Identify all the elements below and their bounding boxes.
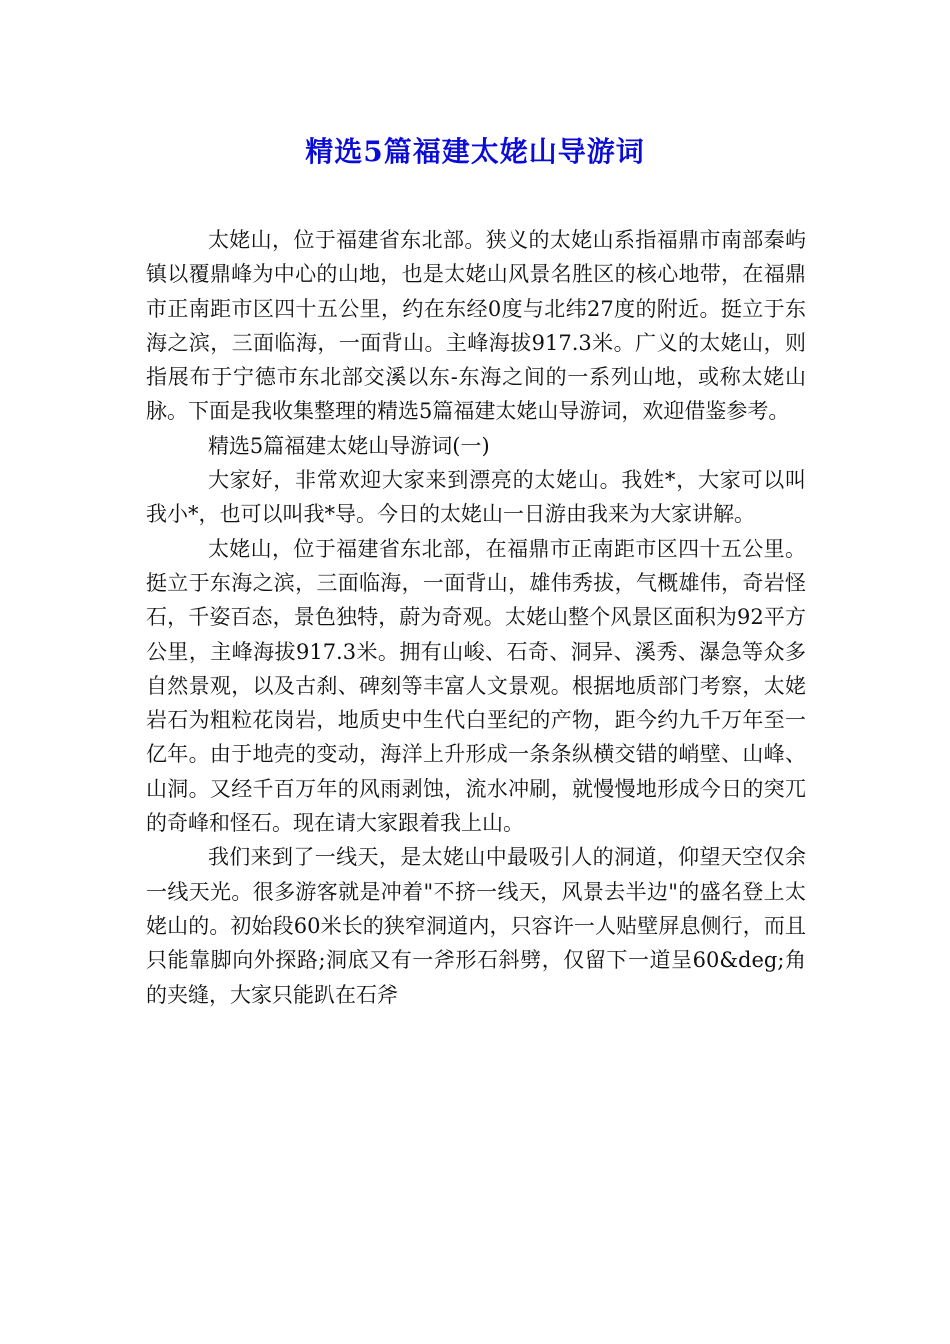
paragraph-intro: 太姥山，位于福建省东北部。狭义的太姥山系指福鼎市南部秦屿镇以覆鼎峰为中心的山地，也是太姥山风景名胜区的核心地带，在福鼎市正南距市区四十五公里，约在东经0度与北纬27度的附近。挺立于东海之滨，三面临海，一面背山。主峰海拔917.3米。广义的太姥山，则指展布于宁德市东北部交溪以东-东海之间的一系列山地，或称太姥山脉。下面是我收集整理的精选5篇福建太姥山导游词，欢迎借鉴参考。 (146, 228, 806, 424)
paragraph-section-heading: 精选5篇福建太姥山导游词(一) (207, 433, 490, 458)
paragraph-overview: 太姥山，位于福建省东北部，在福鼎市正南距市区四十五公里。挺立于东海之滨，三面临海，一面背山，雄伟秀拔，气概雄伟，奇岩怪石，千姿百态，景色独特，蔚为奇观。太姥山整个风景区面积为92平方公里，主峰海拔917.3米。拥有山峻、石奇、洞异、溪秀、瀑急等众多自然景观，以及古刹、碑刻等丰富人文景观。根据地质部门考察，太姥岩石为粗粒花岗岩，地质史中生代白垩纪的产物，距今约九千万年至一亿年。由于地壳的变动，海洋上升形成一条条纵横交错的峭壁、山峰、山洞。又经千百万年的风雨剥蚀，流水冲刷，就慢慢地形成今日的突兀的奇峰和怪石。现在请大家跟着我上山。 (146, 536, 806, 836)
document-body (146, 223, 806, 1012)
paragraph-greeting: 大家好，非常欢迎大家来到漂亮的太姥山。我姓*，大家可以叫我小*，也可以叫我*导。今日的太姥山一日游由我来为大家讲解。 (146, 468, 806, 527)
document-title: 精选5篇福建太姥山导游词 (305, 135, 645, 168)
paragraph-yixiantian: 我们来到了一线天，是太姥山中最吸引人的洞道，仰望天空仅余一线天光。很多游客就是冲着"不挤一线天，风景去半边"的盛名登上太姥山的。初始段60米长的狭窄洞道内，只容许一人贴壁屏息侧行，而且只能靠脚向外探路;洞底又有一斧形石斜劈，仅留下一道呈60&deg;角的夹缝，大家只能趴在石斧 (146, 845, 806, 1007)
